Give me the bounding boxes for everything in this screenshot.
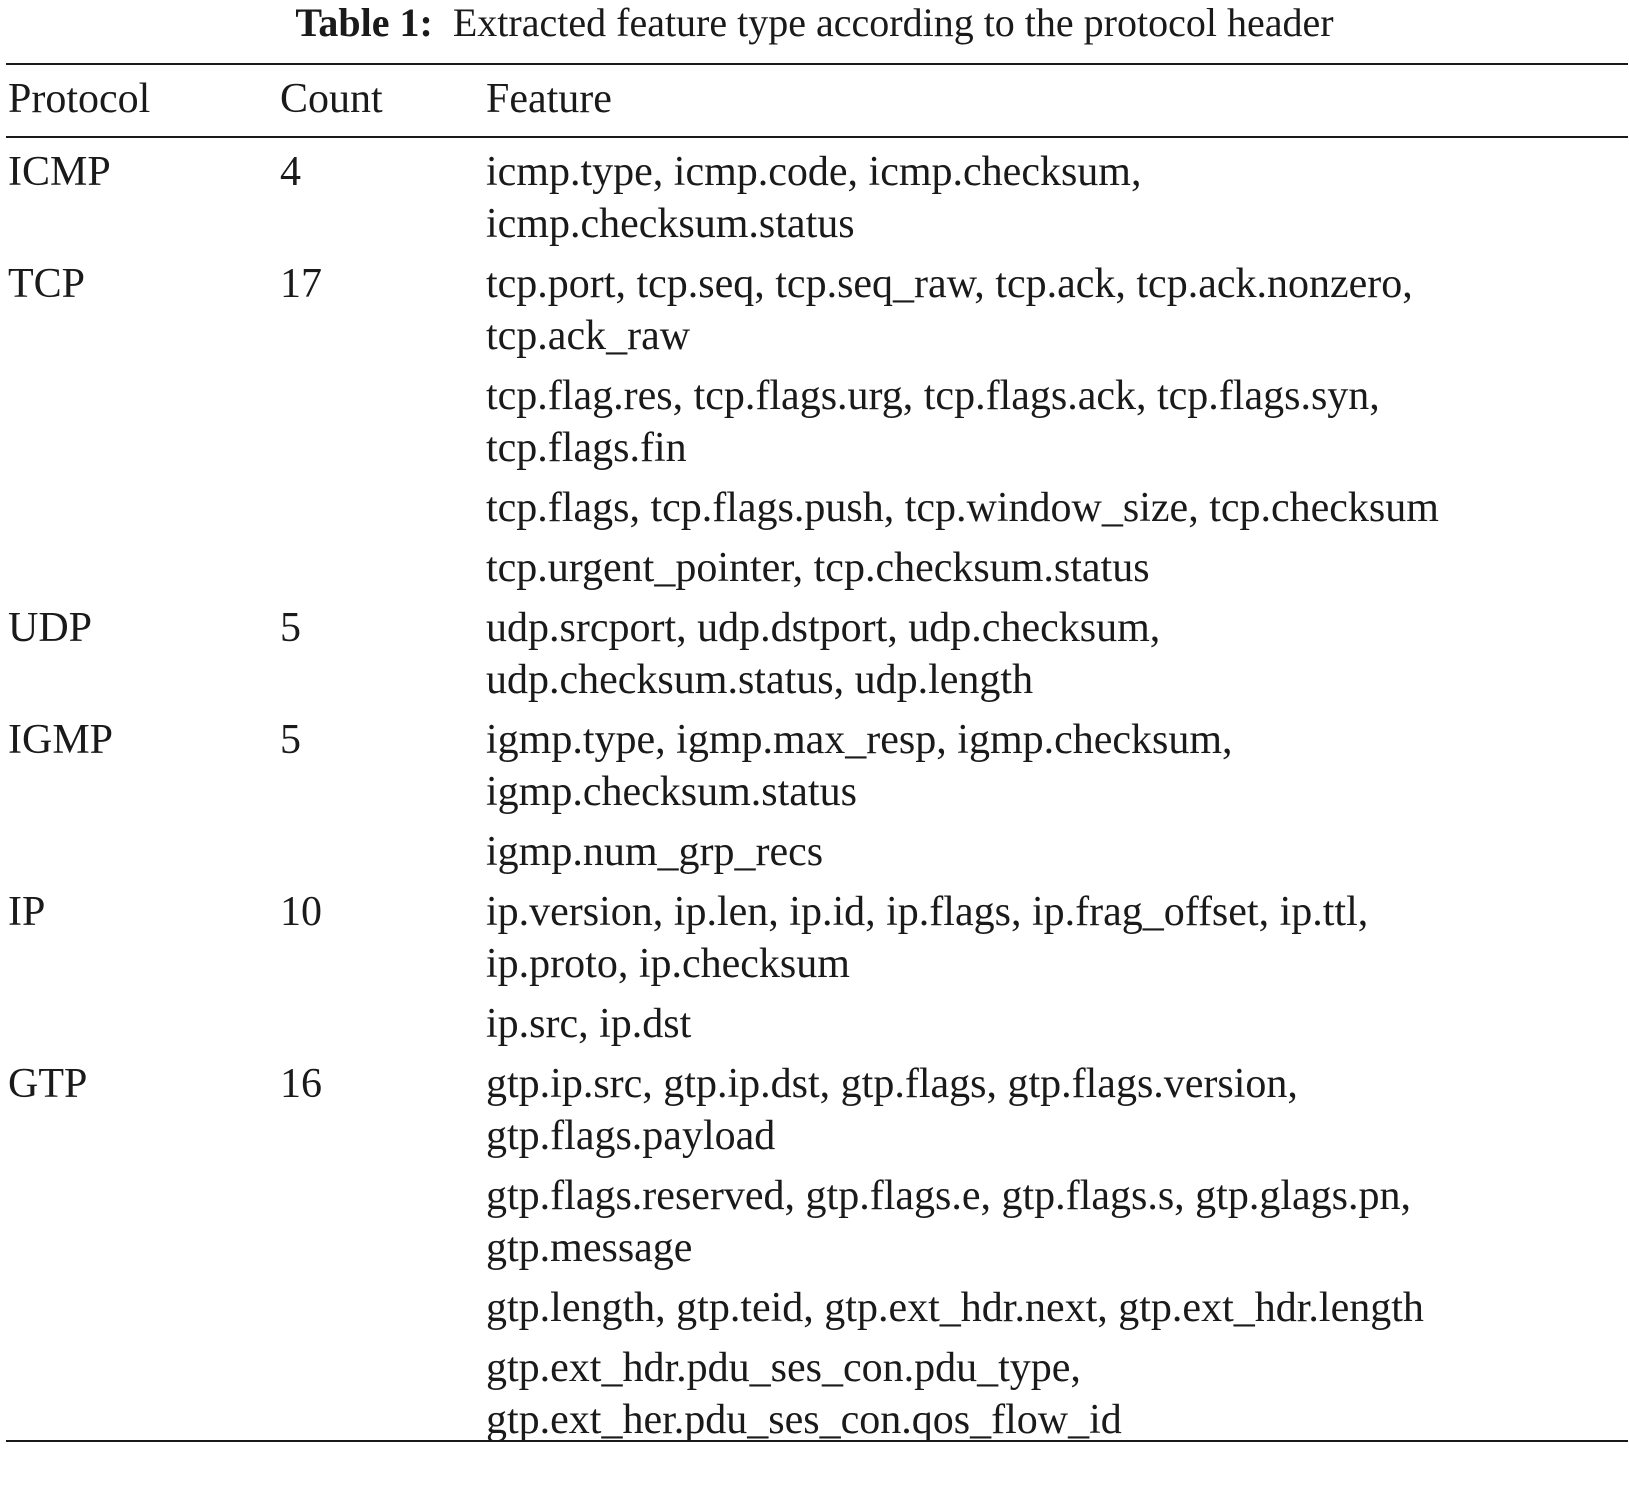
bottom-rule xyxy=(6,1440,1628,1442)
count-cell: 16 xyxy=(280,1061,322,1107)
feature-group xyxy=(486,714,1629,818)
table-row xyxy=(0,1058,1629,1446)
feature-group xyxy=(486,370,1629,474)
table-row xyxy=(0,602,1629,706)
feature-line: tcp.flag.res, tcp.flags.urg, tcp.flags.ack, tcp.flags.syn, xyxy=(486,373,1380,419)
feature-line: igmp.checksum.status xyxy=(486,769,857,815)
feature-group xyxy=(486,482,1629,534)
protocol-cell: GTP xyxy=(8,1061,88,1107)
feature-line: gtp.ext_her.pdu_ses_con.qos_flow_id xyxy=(486,1397,1122,1443)
feature-line: gtp.flags.payload xyxy=(486,1113,776,1159)
protocol-cell: IGMP xyxy=(8,717,114,763)
feature-group xyxy=(486,258,1629,362)
feature-group xyxy=(486,542,1629,594)
count-cell: 4 xyxy=(280,149,301,195)
feature-group xyxy=(486,1058,1629,1162)
column-header-count: Count xyxy=(280,76,383,122)
column-header-protocol: Protocol xyxy=(8,76,151,122)
feature-line: ip.src, ip.dst xyxy=(486,1001,692,1047)
feature-cell xyxy=(486,886,1629,1050)
feature-cell xyxy=(486,146,1629,250)
table-row xyxy=(0,258,1629,594)
caption-text: Extracted feature type according to the protocol header xyxy=(452,0,1334,45)
feature-line: igmp.num_grp_recs xyxy=(486,829,824,875)
top-rule xyxy=(6,63,1628,65)
table-caption xyxy=(0,0,1629,52)
feature-line: tcp.flags, tcp.flags.push, tcp.window_size, tcp.checksum xyxy=(486,485,1439,531)
protocol-cell: TCP xyxy=(8,261,86,307)
feature-line: tcp.urgent_pointer, tcp.checksum.status xyxy=(486,545,1150,591)
feature-line: tcp.port, tcp.seq, tcp.seq_raw, tcp.ack, tcp.ack.nonzero, xyxy=(486,261,1413,307)
feature-group xyxy=(486,1342,1629,1446)
feature-cell xyxy=(486,258,1629,594)
protocol-cell: UDP xyxy=(8,605,93,651)
table-row xyxy=(0,714,1629,878)
feature-line: udp.checksum.status, udp.length xyxy=(486,657,1034,703)
feature-line: gtp.ip.src, gtp.ip.dst, gtp.flags, gtp.flags.version, xyxy=(486,1061,1298,1107)
column-header-feature: Feature xyxy=(486,76,612,122)
feature-line: icmp.type, icmp.code, icmp.checksum, xyxy=(486,149,1142,195)
feature-group xyxy=(486,1282,1629,1334)
count-cell: 5 xyxy=(280,717,301,763)
feature-line: gtp.ext_hdr.pdu_ses_con.pdu_type, xyxy=(486,1345,1081,1391)
feature-line: tcp.flags.fin xyxy=(486,425,687,471)
feature-line: ip.version, ip.len, ip.id, ip.flags, ip.frag_offset, ip.ttl, xyxy=(486,889,1369,935)
feature-line: gtp.flags.reserved, gtp.flags.e, gtp.flags.s, gtp.glags.pn, xyxy=(486,1173,1411,1219)
feature-line: tcp.ack_raw xyxy=(486,313,691,359)
feature-group xyxy=(486,146,1629,250)
feature-group xyxy=(486,998,1629,1050)
feature-group xyxy=(486,602,1629,706)
feature-group xyxy=(486,1170,1629,1274)
header-rule xyxy=(6,136,1628,138)
feature-group xyxy=(486,886,1629,990)
table-body xyxy=(0,146,1629,1446)
count-cell: 5 xyxy=(280,605,301,651)
feature-line: igmp.type, igmp.max_resp, igmp.checksum, xyxy=(486,717,1233,763)
table-row xyxy=(0,886,1629,1050)
table-row xyxy=(0,146,1629,250)
count-cell: 10 xyxy=(280,889,322,935)
feature-line: udp.srcport, udp.dstport, udp.checksum, xyxy=(486,605,1161,651)
feature-cell xyxy=(486,1058,1629,1446)
caption-label: Table 1: xyxy=(295,0,433,45)
feature-line: gtp.message xyxy=(486,1225,693,1271)
count-cell: 17 xyxy=(280,261,322,307)
feature-cell xyxy=(486,714,1629,878)
feature-group xyxy=(486,826,1629,878)
feature-line: icmp.checksum.status xyxy=(486,201,855,247)
feature-line: ip.proto, ip.checksum xyxy=(486,941,850,987)
protocol-cell: IP xyxy=(8,889,46,935)
feature-line: gtp.length, gtp.teid, gtp.ext_hdr.next, gtp.ext_hdr.length xyxy=(486,1285,1424,1331)
feature-cell xyxy=(486,602,1629,706)
protocol-cell: ICMP xyxy=(8,149,111,195)
